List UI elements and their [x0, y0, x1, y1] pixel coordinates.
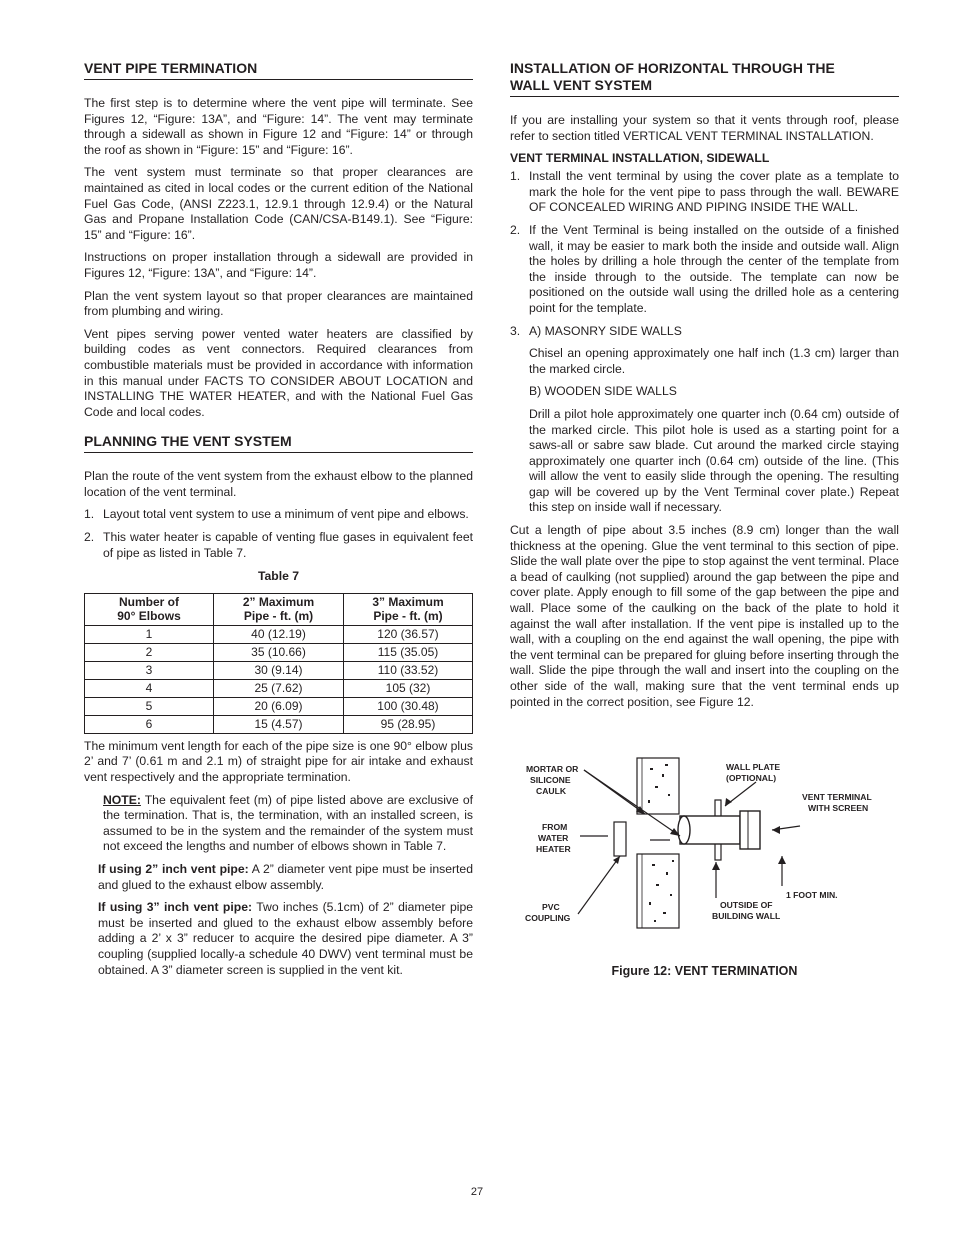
list-item — [510, 223, 899, 317]
table-row — [85, 697, 473, 715]
header-line: Pipe - ft. (m) — [373, 609, 443, 624]
heading-line: WALL VENT SYSTEM — [510, 77, 653, 93]
header-line: Pipe - ft. (m) — [243, 609, 314, 624]
table-cell: 15 (4.57) — [214, 715, 344, 733]
header-line: 3” Maximum — [372, 594, 444, 609]
paragraph: Drill a pilot hole approximately one quarter inch (0.64 cm) outside of the marked circle. This pilot hole is used as a starting point for a saws-all or sabre saw blade. Cut around the marked circle staying approximately one quarter inch (0.64 cm) outside of the line. (This will allow the vent to easily slide through the opening. The resulting gap will be covered up by the Vent Terminal cover plate.) Repeat this step on inside wall if necessary. — [529, 406, 899, 515]
table-cell: 4 — [85, 679, 214, 697]
vent-termination-figure — [520, 756, 872, 934]
table-header-cell — [214, 593, 344, 625]
heading-line: INSTALLATION OF HORIZONTAL THROUGH THE — [510, 60, 835, 76]
table-cell: 6 — [85, 715, 214, 733]
wall-lower — [637, 854, 679, 928]
table-cell: 25 (7.62) — [214, 679, 344, 697]
table-row — [85, 643, 473, 661]
paragraph: Plan the route of the vent system from the exhaust elbow to the planned location of the vent terminal. — [84, 469, 473, 499]
note-paragraph — [103, 793, 473, 855]
table-cell: 5 — [85, 697, 214, 715]
list-text: If the Vent Terminal is being installed on the outside of a finished wall, it may be easier to mark both the inside and outside wall. Align the holes by drilling a hole through the center of the template from the inside through to the outside. The template can now be positioned on the outside wall using the drilled hole as a centering point for the template. — [529, 222, 899, 315]
two-inch-label: If using 2” inch vent pipe: — [98, 862, 249, 876]
note-text: The equivalent feet (m) of pipe listed above are exclusive of the termination. That is, the termination, with an installed screen, is assumed to be in the system and the remainder of the system must not exceed the lengths and number of elbows shown in Table 7. — [103, 792, 473, 854]
list-item — [510, 324, 899, 517]
table-row — [85, 715, 473, 733]
paragraph: The minimum vent length for each of the pipe size is one 90° elbow plus 2’ and 7’ (0.61 m and 2.1 m) of straight pipe for air intake and exhaust vent respectively and the appropriate termination. — [84, 738, 473, 785]
list-text: A) MASONRY SIDE WALLS — [529, 323, 682, 338]
table-row — [85, 625, 473, 643]
paragraph: The vent system must terminate so that proper clearances are maintained as cited in local codes or the current edition of the National Fuel Gas Code, (ANSI Z223.1, 12.9.1 through 12.9.4) or the Natural Gas and Propane Installation Code (CAN/CSA-B149.1). See “Figure: 15” and “Figure: 16”. — [84, 165, 473, 242]
paragraph: B) WOODEN SIDE WALLS — [529, 384, 677, 399]
label-vent-terminal: VENT TERMINAL — [802, 792, 872, 802]
paragraph: Cut a length of pipe about 3.5 inches (8.9 cm) longer than the wall thickness at the opening. Glue the vent terminal to this section of pipe. Slide the wall plate over the pipe to stop against the vent terminal. Place a bead of caulking (not supplied) around the gap between the pipe and cover plate. Apply enough to fill some of the gap between the pipe and wall. Place some of the caulking on the back of the plate to hold it against the wall after installation. If the vent pipe is installed up to the wall, with a coupling on the end against the wall opening, the pipe with the vent terminal can be prepared for gluing before inserting through the wall. Slide the pipe through the wall and insert into the coupling on the other side of the wall, making sure that the vent terminal ends up pointed in the correct position, see Figure 12. — [510, 523, 899, 709]
label-pvc: PVC — [542, 902, 560, 912]
left-column — [84, 60, 473, 985]
label-water: WATER — [538, 833, 569, 843]
label-caulk: CAULK — [536, 786, 567, 796]
subheading-vent-terminal-sidewall: VENT TERMINAL INSTALLATION, SIDEWALL — [510, 151, 770, 166]
label-outside: OUTSIDE OF — [720, 900, 773, 910]
three-inch-text: Two inches (5.1cm) of 2” diameter pipe must be inserted and glued to the exhaust elbow assembly before adding a 2’ x 3” reducer to acquire the desired pipe diameter. A 3” coupling (supplied locally-a schedule 40 DWV) vent terminal must be obtained. A 3” diameter screen is supplied in the vent kit. — [98, 900, 473, 977]
table-cell: 100 (30.48) — [344, 697, 473, 715]
table-cell: 1 — [85, 625, 214, 643]
page-number: 27 — [470, 1186, 484, 1198]
table-cell: 105 (32) — [344, 679, 473, 697]
label-with-screen: WITH SCREEN — [808, 803, 869, 813]
list-item — [510, 169, 899, 216]
two-inch-text: A 2” diameter vent pipe must be inserted and glued to the exhaust elbow assembly. — [98, 862, 473, 892]
table-cell: 3 — [85, 661, 214, 679]
label-heater: HEATER — [536, 844, 571, 854]
pvc-coupling — [614, 822, 626, 856]
table-cell: 95 (28.95) — [344, 715, 473, 733]
header-line: 2” Maximum — [242, 594, 315, 609]
list-number: 2. — [510, 222, 521, 237]
label-mortar: MORTAR OR — [526, 764, 579, 774]
section-heading-planning-vent-system: PLANNING THE VENT SYSTEM — [84, 433, 473, 453]
list-item — [84, 507, 473, 523]
table-title: Table 7 — [257, 569, 300, 584]
list-item — [84, 530, 473, 561]
table-cell: 110 (33.52) — [344, 661, 473, 679]
table-row — [85, 661, 473, 679]
section-heading-vent-pipe-termination: VENT PIPE TERMINATION — [84, 60, 473, 80]
list-number: 1. — [510, 169, 521, 184]
right-column — [510, 60, 899, 717]
table-cell: 35 (10.66) — [214, 643, 344, 661]
vent-terminal — [740, 811, 760, 849]
three-inch-paragraph — [98, 900, 473, 978]
header-line: Number of — [119, 594, 179, 609]
table-header-cell — [85, 593, 214, 625]
label-from: FROM — [542, 822, 568, 832]
installation-steps — [510, 169, 899, 516]
table-cell: 2 — [85, 643, 214, 661]
table-header-cell — [344, 593, 473, 625]
list-text: Layout total vent system to use a minimum of vent pipe and elbows. — [103, 507, 469, 522]
table-cell: 30 (9.14) — [214, 661, 344, 679]
label-coupling: COUPLING — [525, 913, 571, 923]
paragraph: Instructions on proper installation through a sidewall are provided in Figures 12, “Figure: 13A”, and “Figure: 14”. — [84, 250, 473, 280]
paragraph: Chisel an opening approximately one half inch (1.3 cm) larger than the marked circle. — [529, 346, 899, 376]
table-cell: 115 (35.05) — [344, 643, 473, 661]
paragraph: The first step is to determine where the vent pipe will terminate. See Figures 12, “Figure: 13A”, and “Figure: 14”. The vent may terminate through a sidewall as shown in Figure 12 and “Figure: 14” or through the roof as shown in “Figure: 15” and “Figure: 16”. — [84, 96, 473, 157]
label-optional: (OPTIONAL) — [726, 773, 777, 783]
two-inch-paragraph — [98, 862, 473, 893]
list-number: 2. — [84, 530, 95, 545]
paragraph: If you are installing your system so that it vents through roof, please refer to section titled VERTICAL VENT TERMINAL INSTALLATION. — [510, 113, 899, 143]
list-number: 1. — [84, 507, 95, 522]
figure-caption: Figure 12: VENT TERMINATION — [611, 964, 798, 978]
header-line: 90° Elbows — [117, 609, 181, 624]
label-wall-plate: WALL PLATE — [726, 762, 781, 772]
table-header-row — [85, 593, 473, 625]
paragraph: Vent pipes serving power vented water heaters are classified by building codes as vent connectors. Required clearances from combustible materials must be provided in accordance with information in this manual under FACTS TO CONSIDER ABOUT LOCATION and INSTALLING THE WATER HEATER, and with the National Fuel Gas Code and local codes. — [84, 326, 473, 419]
label-building-wall: BUILDING WALL — [712, 911, 781, 921]
vent-length-table — [84, 593, 473, 734]
list-text: Install the vent terminal by using the cover plate as a template to mark the hole for the vent pipe to pass through the wall. BEWARE OF CONCEALED WIRING AND PIPING INSIDE THE WALL. — [529, 169, 899, 215]
section-heading-horizontal-vent-installation — [510, 60, 899, 97]
table-cell: 20 (6.09) — [214, 697, 344, 715]
note-label: NOTE: — [103, 792, 141, 807]
list-text: This water heater is capable of venting flue gases in equivalent feet of pipe as listed in Table 7. — [103, 530, 473, 560]
planning-list — [84, 507, 473, 561]
label-silicone: SILICONE — [530, 775, 571, 785]
table-cell: 120 (36.57) — [344, 625, 473, 643]
table-cell: 40 (12.19) — [214, 625, 344, 643]
three-inch-label: If using 3” inch vent pipe: — [98, 900, 253, 915]
table-row — [85, 679, 473, 697]
label-one-foot-min: 1 FOOT MIN. — [786, 890, 838, 900]
list-number: 3. — [510, 323, 521, 338]
paragraph: Plan the vent system layout so that proper clearances are maintained from plumbing and wiring. — [84, 288, 473, 319]
